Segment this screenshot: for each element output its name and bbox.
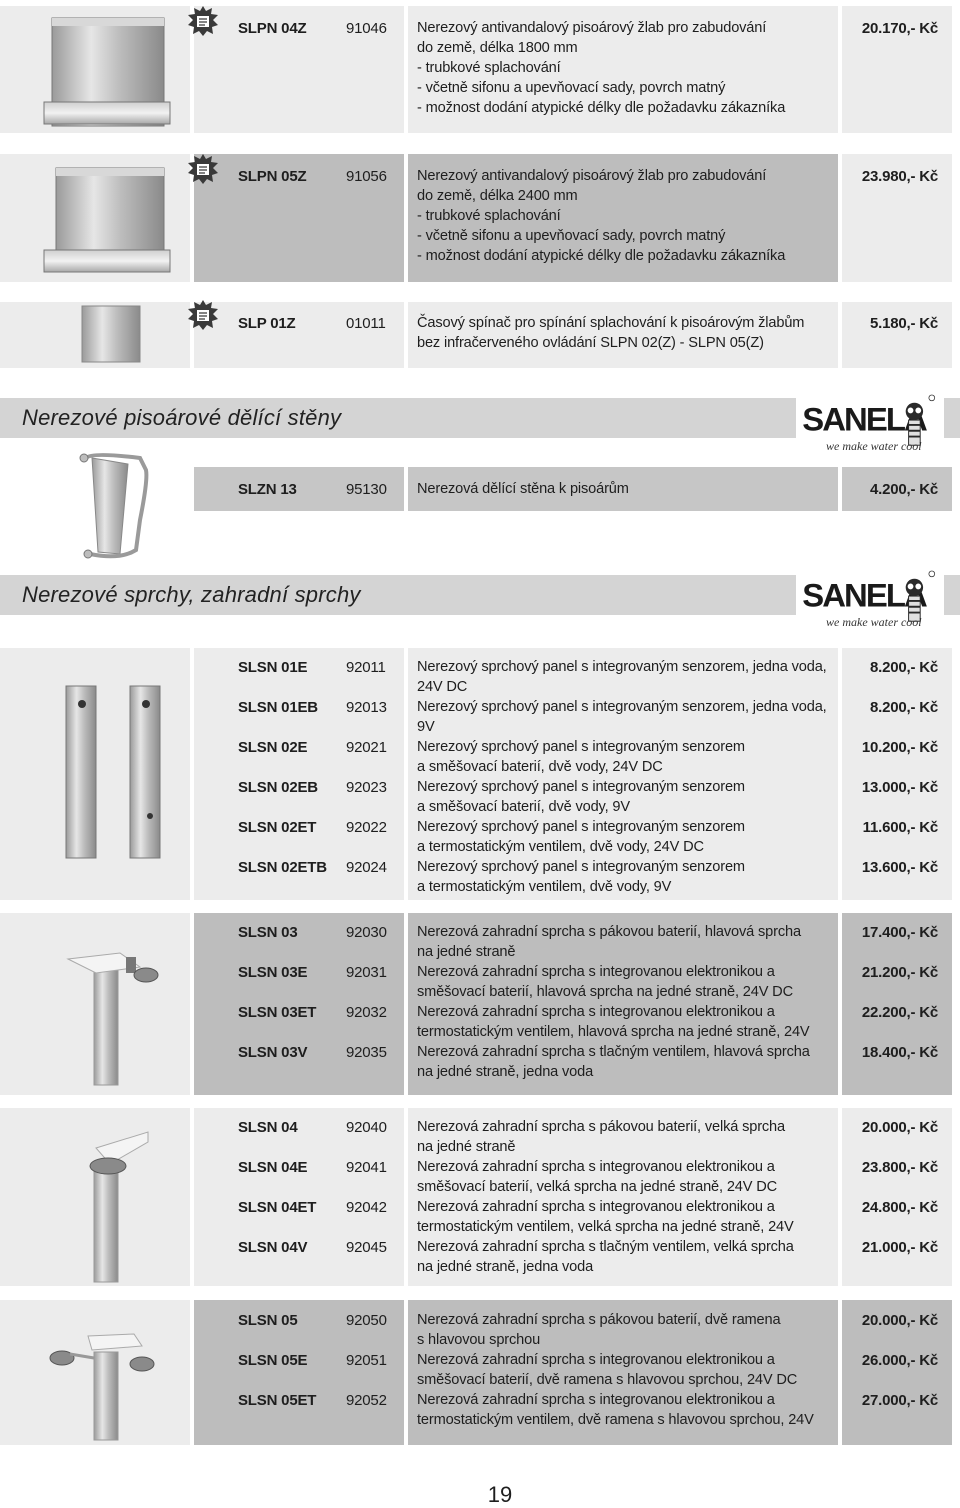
description-line: a směšovací baterií, dvě vody, 24V DC — [417, 759, 663, 775]
product-price: 26.000,- Kč — [861, 1352, 938, 1369]
product-price: 21.000,- Kč — [861, 1239, 938, 1256]
urinal-trough-image — [0, 154, 190, 282]
product-image-cell — [0, 6, 190, 133]
product-number: 01011 — [346, 315, 386, 332]
product-code: SLSN 03ET — [238, 1004, 317, 1021]
product-number: 91056 — [346, 168, 387, 185]
page-number: 19 — [487, 1482, 513, 1507]
product-code: SLSN 02ET — [238, 819, 317, 836]
antivandal-badge-icon — [188, 6, 218, 36]
description-line: Nerezová zahradní sprcha s integrovanou elektronikou a — [417, 1199, 775, 1215]
product-code: SLSN 04V — [238, 1239, 308, 1256]
description-line: Nerezová zahradní sprcha s integrovanou elektronikou a — [417, 1004, 775, 1020]
product-code: SLPN 04Z — [238, 20, 307, 37]
product-description — [417, 657, 827, 897]
description-line: na jedné straně, jedna voda — [417, 1259, 594, 1275]
description-line: Nerezová zahradní sprcha s pákovou baterií, velká sprcha — [417, 1119, 785, 1135]
product-code: SLSN 02E — [238, 739, 308, 756]
product-number: 92050 — [346, 1312, 387, 1329]
product-number: 92023 — [346, 779, 387, 796]
description-line: na jedné straně, jedna voda — [417, 1064, 594, 1080]
product-price: 20.000,- Kč — [861, 1312, 938, 1329]
description-line: Nerezová zahradní sprcha s pákovou baterií, hlavová sprcha — [417, 924, 801, 940]
product-price: 20.000,- Kč — [861, 1119, 938, 1136]
product-number: 92042 — [346, 1199, 387, 1216]
product-image-cell — [0, 302, 190, 368]
product-number: 92030 — [346, 924, 387, 941]
product-number: 92011 — [346, 659, 386, 676]
product-price: 4.200,- Kč — [869, 481, 938, 498]
product-image-cell — [0, 1300, 190, 1445]
description-line: na jedné straně — [417, 1139, 516, 1155]
product-price: 11.600,- Kč — [862, 819, 938, 836]
description-line: 24V DC — [417, 679, 468, 695]
description-line: Nerezový sprchový panel s integrovaným senzorem — [417, 819, 745, 835]
product-price: 17.400,- Kč — [861, 924, 938, 941]
description-line: Nerezová zahradní sprcha s integrovanou elektronikou a — [417, 1159, 775, 1175]
timer-switch-image — [0, 302, 190, 368]
garden-shower-image — [0, 1108, 190, 1286]
description-line: Nerezová zahradní sprcha s integrovanou elektronikou a — [417, 964, 775, 980]
product-code: SLSN 03E — [238, 964, 308, 981]
product-number: 91046 — [346, 20, 387, 37]
svg-text:we make water cool: we make water cool — [826, 439, 922, 453]
product-code: SLSN 02ETB — [238, 859, 327, 876]
sanela-logo — [796, 392, 944, 454]
product-price: 24.800,- Kč — [861, 1199, 938, 1216]
product-image-cell — [0, 913, 190, 1095]
product-code: SLSN 05 — [238, 1312, 298, 1329]
product-image-cell — [0, 648, 190, 900]
product-code: SLSN 01E — [238, 659, 308, 676]
price-cell — [842, 302, 952, 368]
product-number: 92051 — [346, 1352, 387, 1369]
description-line: Nerezový sprchový panel s integrovaným senzorem — [417, 779, 745, 795]
description-line: směšovací baterií, dvě ramena s hlavovou sprchou, 24V DC — [417, 1372, 798, 1388]
product-code: SLZN 13 — [238, 481, 297, 498]
product-price: 13.000,- Kč — [861, 779, 938, 796]
description-line: a termostatickým ventilem, dvě vody, 24V DC — [417, 839, 704, 855]
description-line: termostatickým ventilem, dvě ramena s hlavovou sprchou, 24V — [417, 1412, 814, 1428]
description-line: a směšovací baterií, dvě vody, 9V — [417, 799, 630, 815]
product-image-cell — [0, 450, 190, 566]
description-line: směšovací baterií, velká sprcha na jedné straně, 24V DC — [417, 1179, 778, 1195]
product-price: 13.600,- Kč — [861, 859, 938, 876]
product-code: SLSN 03 — [238, 924, 298, 941]
description-line: Nerezový sprchový panel s integrovaným senzorem — [417, 739, 745, 755]
description-line: Nerezový sprchový panel s integrovaným senzorem — [417, 859, 745, 875]
product-description: Nerezový antivandalový pisoárový žlab pro zabudování do země, délka 2400 mm - trubkové splachování - včetně sifonu a upevňovací sady, povrch matný - možnost dodání atypické délky dle požadavku zákazníka — [417, 168, 786, 264]
product-description: Nerezová dělící stěna k pisoárům — [417, 481, 629, 497]
product-description: Nerezový antivandalový pisoárový žlab pro zabudování do země, délka 1800 mm - trubkové splachování - včetně sifonu a upevňovací sady, povrch matný - možnost dodání atypické délky dle požadavku zákazníka — [417, 20, 786, 116]
product-price: 23.980,- Kč — [861, 168, 938, 185]
section-title: Nerezové pisoárové dělící stěny — [22, 405, 342, 430]
urinal-trough-image — [0, 6, 190, 133]
description-line: směšovací baterií, hlavová sprcha na jedné straně, 24V DC — [417, 984, 793, 1000]
product-code: SLSN 03V — [238, 1044, 308, 1061]
code-cell — [194, 302, 404, 368]
product-price: 18.400,- Kč — [861, 1044, 938, 1061]
product-price: 23.800,- Kč — [861, 1159, 938, 1176]
product-description: Časový spínač pro spínání splachování k pisoárovým žlabům bez infračerveného ovládání SLPN 02(Z) - SLPN 05(Z) — [417, 315, 805, 351]
product-price: 5.180,- Kč — [869, 315, 938, 332]
garden-shower-image — [0, 1300, 190, 1445]
description-line: Nerezový sprchový panel s integrovaným senzorem, jedna voda, — [417, 659, 827, 675]
product-price: 27.000,- Kč — [861, 1392, 938, 1409]
product-number: 92031 — [346, 964, 387, 981]
product-price: 8.200,- Kč — [869, 659, 938, 676]
description-line: s hlavovou sprchou — [417, 1332, 541, 1348]
garden-shower-image — [0, 913, 190, 1095]
product-code: SLSN 02EB — [238, 779, 318, 796]
description-line: a termostatickým ventilem, dvě vody, 9V — [417, 879, 672, 895]
product-number: 92052 — [346, 1392, 387, 1409]
product-number: 92041 — [346, 1159, 387, 1176]
description-line: termostatickým ventilem, hlavová sprcha na jedné straně, 24V — [417, 1024, 810, 1040]
product-description — [417, 1310, 814, 1430]
product-image-cell — [0, 154, 190, 282]
product-code: SLPN 05Z — [238, 168, 307, 185]
svg-text:we make water cool: we make water cool — [826, 615, 922, 629]
product-code: SLSN 04 — [238, 1119, 298, 1136]
product-number: 92040 — [346, 1119, 387, 1136]
description-line: Nerezová zahradní sprcha s tlačným ventilem, velká sprcha — [417, 1239, 794, 1255]
product-number: 92032 — [346, 1004, 387, 1021]
product-price: 20.170,- Kč — [861, 20, 938, 37]
product-number: 95130 — [346, 481, 387, 498]
description-line: na jedné straně — [417, 944, 516, 960]
sanela-logo — [796, 568, 944, 630]
description-line: Nerezová zahradní sprcha s integrovanou elektronikou a — [417, 1352, 775, 1368]
description-line: Nerezový sprchový panel s integrovaným senzorem, jedna voda, — [417, 699, 827, 715]
product-code: SLSN 04ET — [238, 1199, 317, 1216]
description-line: 9V — [417, 719, 435, 735]
description-line: Nerezová zahradní sprcha s integrovanou elektronikou a — [417, 1392, 775, 1408]
product-image-cell — [0, 1108, 190, 1286]
product-code: SLSN 05E — [238, 1352, 308, 1369]
product-price: 8.200,- Kč — [869, 699, 938, 716]
product-code: SLSN 05ET — [238, 1392, 317, 1409]
product-number: 92022 — [346, 819, 387, 836]
product-price: 10.200,- Kč — [861, 739, 938, 756]
product-number: 92021 — [346, 739, 387, 756]
antivandal-badge-icon — [188, 300, 218, 330]
product-code: SLSN 01EB — [238, 699, 318, 716]
product-code: SLP 01Z — [238, 315, 296, 332]
product-price: 22.200,- Kč — [861, 1004, 938, 1021]
product-number: 92045 — [346, 1239, 387, 1256]
product-description — [417, 1117, 794, 1277]
product-number: 92024 — [346, 859, 387, 876]
description-line: Nerezová zahradní sprcha s pákovou baterií, dvě ramena — [417, 1312, 781, 1328]
antivandal-badge-icon — [188, 154, 218, 184]
product-code: SLSN 04E — [238, 1159, 308, 1176]
product-number: 92013 — [346, 699, 387, 716]
product-price: 21.200,- Kč — [861, 964, 938, 981]
section-title: Nerezové sprchy, zahradní sprchy — [22, 582, 361, 607]
product-number: 92035 — [346, 1044, 387, 1061]
description-line: termostatickým ventilem, velká sprcha na jedné straně, 24V — [417, 1219, 794, 1235]
partition-wall-image — [0, 450, 190, 566]
product-description — [417, 922, 810, 1082]
description-line: Nerezová zahradní sprcha s tlačným ventilem, hlavová sprcha — [417, 1044, 810, 1060]
shower-panel-image — [0, 648, 190, 900]
